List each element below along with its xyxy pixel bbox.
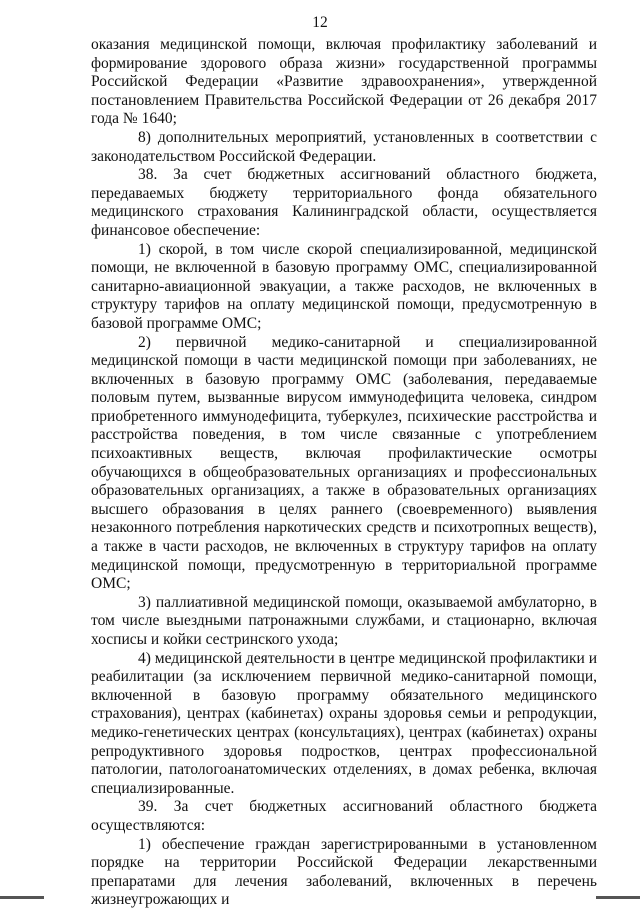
scan-edge-mark (0, 896, 44, 899)
document-body (91, 36, 597, 910)
scan-edge-mark (596, 896, 640, 899)
paragraph: 39. За счет бюджетных ассигнований областного бюджета осуществляются: (91, 798, 597, 834)
paragraph: оказания медицинской помощи, включая профилактику заболеваний и формирование здорового образа жизни» государственной программы Российской Федерации «Развитие здравоохранения», утвержденной постановлением Правительства Российской Федерации от 26 декабря 2017 года № 1640; (91, 36, 597, 128)
page-number: 12 (312, 14, 328, 31)
paragraph: 38. За счет бюджетных ассигнований областного бюджета, передаваемых бюджету территориального фонда обязательного медицинского страхования Калининградской области, осуществляется финансовое обеспечение: (91, 166, 597, 239)
paragraph: 3) паллиативной медицинской помощи, оказываемой амбулаторно, в том числе выездными патронажными службами, и стационарно, включая хосписы и койки сестринского ухода; (91, 593, 597, 648)
paragraph: 1) скорой, в том числе скорой специализированной, медицинской помощи, не включенной в базовую программу ОМС, специализированной санитарно-авиационной эвакуации, а также расходов, не включенных в структуру тарифов на оплату медицинской помощи, предусмотренную в базовой программе ОМС; (91, 240, 597, 332)
paragraph: 1) обеспечение граждан зарегистрированными в установленном порядке на территории Российской Федерации лекарственными препаратами для лечения заболеваний, включенных в перечень жизнеугрожающих и (91, 835, 597, 909)
paragraph: 4) медицинской деятельности в центре медицинской профилактики и реабилитации (за исключением первичной медико-санитарной помощи, включенной в базовую программу обязательного медицинского страхования), центрах (кабинетах) охраны здоровья семьи и репродукции, медико-генетических центрах (консультациях), центрах (кабинетах) охраны репродуктивного здоровья подростков, центрах профессиональной патологии, патологоанатомических отделениях, в домах ребенка, включая специализированные. (91, 649, 597, 797)
paragraph: 8) дополнительных мероприятий, установленных в соответствии с законодательством Российской Федерации. (91, 128, 597, 165)
paragraph: 2) первичной медико-санитарной и специализированной медицинской помощи в части медицинской помощи при заболеваниях, не включенных в базовую программу ОМС (заболевания, передаваемые половым путем, вызванные вирусом иммунодефицита человека, синдром приобретенного иммунодефицита, туберкулез, психические расстройства и расстройства поведения, в том числе связанные с употреблением психоактивных веществ, включая профилактические осмотры обучающихся в общеобразовательных организациях и профессиональных образовательных организациях, а также в образовательных организациях высшего образования в целях раннего (своевременного) выявления незаконного потребления наркотических средств и психотропных веществ), а также в части расходов, не включенных в структуру тарифов на оплату медицинской помощи, предусмотренную в территориальной программе ОМС; (91, 333, 597, 593)
